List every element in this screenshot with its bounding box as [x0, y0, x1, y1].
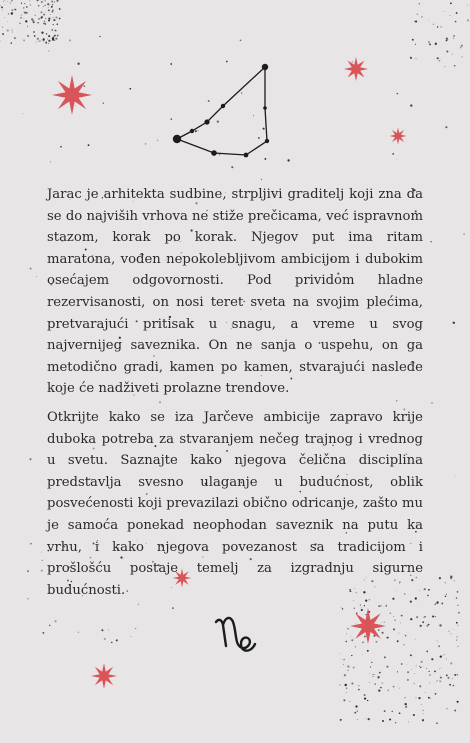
paragraph-details: Otkrijte kako se iza Jarčeve ambicije zapravo krije duboka potreba za stvaranjem nečeg trajnog i vrednog u svetu. Saznajte kako njegova čelična disciplina predstavlja svesno ulaganje u budućnost, oblik posvećenosti koji prevazilazi obično odricanje, zašto mu je samoća ponekad neophodan saveznik na putu ka vrhu, i kako njegova povezanost sa tradicijom i prošlošću postaje temelj za izgradnju sigurne budućnosti.	[47, 410, 423, 598]
red-star-icon	[390, 128, 407, 145]
red-star-icon	[344, 57, 368, 81]
red-star-icon	[350, 608, 386, 644]
paragraph-intro: Jarac je arhitekta sudbine, strpljivi graditelj koji zna da se do najviših vrhova ne stiže prečicama, već ispravnom stazom, korak po korak. Njegov put ima ritam maratona, vođen nepokolebljivom ambicijom i dubokim osećajem odgovornosti. Pod prividom hladne rezervisanosti, on nosi teret sveta na svojim plećima, pretvarajući pritisak u snagu, a vreme u svog najvernijeg saveznika. On ne sanja o uspehu, on ga metodično gradi, kamen po kamen, stvarajući nasleđe koje će nadživeti prolazne trendove.	[47, 187, 423, 397]
capricorn-glyph-icon	[213, 612, 265, 654]
red-star-icon	[52, 75, 92, 115]
red-star-icon	[91, 663, 117, 689]
